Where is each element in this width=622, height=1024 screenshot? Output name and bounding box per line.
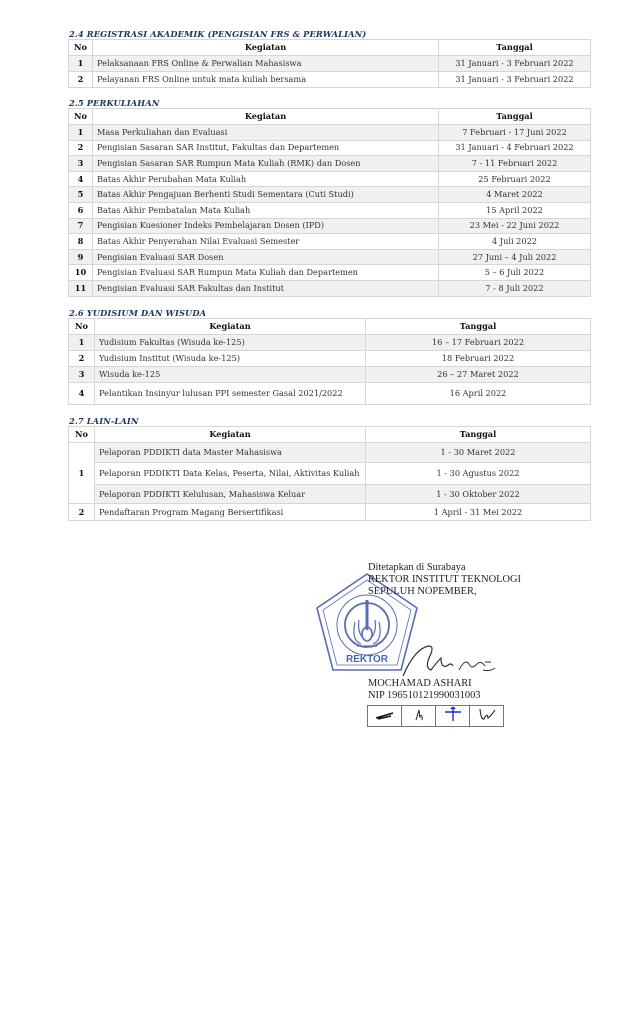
row-tanggal: 23 Mei - 22 Juni 2022 [439, 218, 591, 234]
col-no: No [69, 427, 95, 443]
row-no: 5 [69, 187, 93, 203]
row-tanggal: 1 - 30 Maret 2022 [366, 443, 591, 463]
row-no: 1 [69, 56, 93, 72]
row-kegiatan: Batas Akhir Pembatalan Mata Kuliah [93, 202, 439, 218]
row-kegiatan: Yudisium Fakultas (Wisuda ke-125) [95, 335, 366, 351]
row-kegiatan: Pengisian Evaluasi SAR Fakultas dan Institut [93, 280, 439, 296]
row-no: 8 [69, 234, 93, 250]
section-title-perkuliahan: 2.5 PERKULIAHAN [69, 98, 160, 108]
paraf-3-icon [436, 706, 470, 727]
row-no: 2 [69, 72, 93, 88]
table-row [69, 485, 591, 504]
signatory-name: MOCHAMAD ASHARI [368, 678, 472, 689]
row-no: 1 [69, 335, 95, 351]
table-row [69, 383, 591, 405]
table-row [69, 56, 591, 72]
table-row [69, 125, 591, 141]
table-row [69, 218, 591, 234]
col-no: No [69, 40, 93, 56]
table-perkuliahan [68, 108, 591, 297]
table-lain-lain [68, 426, 591, 521]
col-no: No [69, 109, 93, 125]
table-row [69, 140, 591, 156]
row-no: 1 [69, 443, 95, 504]
row-kegiatan: Pendaftaran Program Magang Bersertifikasi [95, 504, 366, 521]
row-no: 2 [69, 351, 95, 367]
table-header [69, 109, 591, 125]
row-tanggal: 15 April 2022 [439, 202, 591, 218]
row-no: 1 [69, 125, 93, 141]
col-kegiatan: Kegiatan [95, 319, 366, 335]
row-tanggal: 4 Maret 2022 [439, 187, 591, 203]
row-kegiatan: Batas Akhir Pengajuan Berhenti Studi Sementara (Cuti Studi) [93, 187, 439, 203]
row-tanggal: 1 - 30 Agustus 2022 [366, 463, 591, 485]
row-tanggal: 7 Februari - 17 Juni 2022 [439, 125, 591, 141]
row-kegiatan: Masa Perkuliahan dan Evaluasi [93, 125, 439, 141]
table-row [69, 351, 591, 367]
stamp-label: REKTOR [345, 654, 389, 665]
table-header [69, 427, 591, 443]
col-tanggal: Tanggal [439, 109, 591, 125]
table-row [69, 280, 591, 296]
row-tanggal: 7 - 8 Juli 2022 [439, 280, 591, 296]
row-tanggal: 31 Januari - 3 Februari 2022 [439, 72, 591, 88]
row-tanggal: 27 Juni – 4 Juli 2022 [439, 249, 591, 265]
col-kegiatan: Kegiatan [93, 109, 439, 125]
table-row [69, 171, 591, 187]
section-title-registrasi: 2.4 REGISTRASI AKADEMIK (PENGISIAN FRS & PERWALIAN) [69, 29, 367, 39]
signature-title-line2: SEPULUH NOPEMBER, [368, 586, 477, 597]
col-kegiatan: Kegiatan [93, 40, 439, 56]
table-header [69, 319, 591, 335]
table-row [69, 335, 591, 351]
paraf-boxes [367, 705, 504, 727]
row-tanggal: 7 - 11 Februari 2022 [439, 156, 591, 172]
row-kegiatan: Pelantikan Insinyur lulusan PPI semester Gasal 2021/2022 [95, 383, 366, 405]
row-no: 2 [69, 140, 93, 156]
table-row [69, 504, 591, 521]
signature-place: Ditetapkan di Surabaya [368, 562, 466, 573]
table-row [69, 463, 591, 485]
table-row [69, 202, 591, 218]
row-no: 4 [69, 383, 95, 405]
row-tanggal: 26 – 27 Maret 2022 [366, 367, 591, 383]
table-row [69, 249, 591, 265]
row-no: 6 [69, 202, 93, 218]
row-no: 3 [69, 156, 93, 172]
row-kegiatan: Batas Akhir Perubahan Mata Kuliah [93, 171, 439, 187]
table-row [69, 156, 591, 172]
col-no: No [69, 319, 95, 335]
row-tanggal: 18 Februari 2022 [366, 351, 591, 367]
row-tanggal: 25 Februari 2022 [439, 171, 591, 187]
row-tanggal: 16 – 17 Februari 2022 [366, 335, 591, 351]
table-row [69, 187, 591, 203]
row-kegiatan: Pelayanan FRS Online untuk mata kuliah bersama [93, 72, 439, 88]
section-title-lain-lain: 2.7 LAIN-LAIN [69, 416, 139, 426]
table-header [69, 40, 591, 56]
signature-icon [395, 640, 505, 680]
table-registrasi [68, 39, 591, 88]
table-row [69, 72, 591, 88]
table-row [69, 234, 591, 250]
row-no: 10 [69, 265, 93, 281]
table-row [69, 443, 591, 463]
col-tanggal: Tanggal [366, 319, 591, 335]
row-tanggal: 1 - 30 Oktober 2022 [366, 485, 591, 504]
table-row [69, 265, 591, 281]
row-tanggal: 31 Januari - 4 Februari 2022 [439, 140, 591, 156]
col-tanggal: Tanggal [439, 40, 591, 56]
row-no: 7 [69, 218, 93, 234]
row-no: 2 [69, 504, 95, 521]
row-kegiatan: Pelaporan PDDIKTI data Master Mahasiswa [95, 443, 366, 463]
row-kegiatan: Pelaksanaan FRS Online & Perwalian Mahasiswa [93, 56, 439, 72]
signature-title-line1: REKTOR INSTITUT TEKNOLOGI [368, 574, 521, 585]
row-no: 3 [69, 367, 95, 383]
row-kegiatan: Batas Akhir Penyerahan Nilai Evaluasi Semester [93, 234, 439, 250]
row-tanggal: 16 April 2022 [366, 383, 591, 405]
row-kegiatan: Pengisian Sasaran SAR Rumpun Mata Kuliah (RMK) dan Dosen [93, 156, 439, 172]
row-no: 4 [69, 171, 93, 187]
col-kegiatan: Kegiatan [95, 427, 366, 443]
paraf-2-icon [402, 706, 436, 727]
row-kegiatan: Pelaporan PDDIKTI Data Kelas, Peserta, Nilai, Aktivitas Kuliah [95, 463, 366, 485]
row-kegiatan: Pengisian Evaluasi SAR Rumpun Mata Kuliah dan Departemen [93, 265, 439, 281]
table-yudisium [68, 318, 591, 405]
row-kegiatan: Pengisian Sasaran SAR Institut, Fakultas dan Departemen [93, 140, 439, 156]
table-row [69, 367, 591, 383]
row-no: 9 [69, 249, 93, 265]
row-tanggal: 5 – 6 Juli 2022 [439, 265, 591, 281]
paraf-1-icon [368, 706, 402, 727]
section-title-yudisium: 2.6 YUDISIUM DAN WISUDA [69, 308, 207, 318]
row-kegiatan: Pengisian Evaluasi SAR Dosen [93, 249, 439, 265]
row-tanggal: 4 Juli 2022 [439, 234, 591, 250]
col-tanggal: Tanggal [366, 427, 591, 443]
signatory-nip: NIP 196510121990031003 [368, 690, 481, 701]
row-kegiatan: Pengisian Kuesioner Indeks Pembelajaran Dosen (IPD) [93, 218, 439, 234]
row-tanggal: 31 Januari - 3 Februari 2022 [439, 56, 591, 72]
row-kegiatan: Pelaporan PDDIKTI Kelulusan, Mahasiswa Keluar [95, 485, 366, 504]
row-kegiatan: Wisuda ke-125 [95, 367, 366, 383]
row-tanggal: 1 April - 31 Mei 2022 [366, 504, 591, 521]
paraf-4-icon [470, 706, 504, 727]
row-no: 11 [69, 280, 93, 296]
row-kegiatan: Yudisium Institut (Wisuda ke-125) [95, 351, 366, 367]
